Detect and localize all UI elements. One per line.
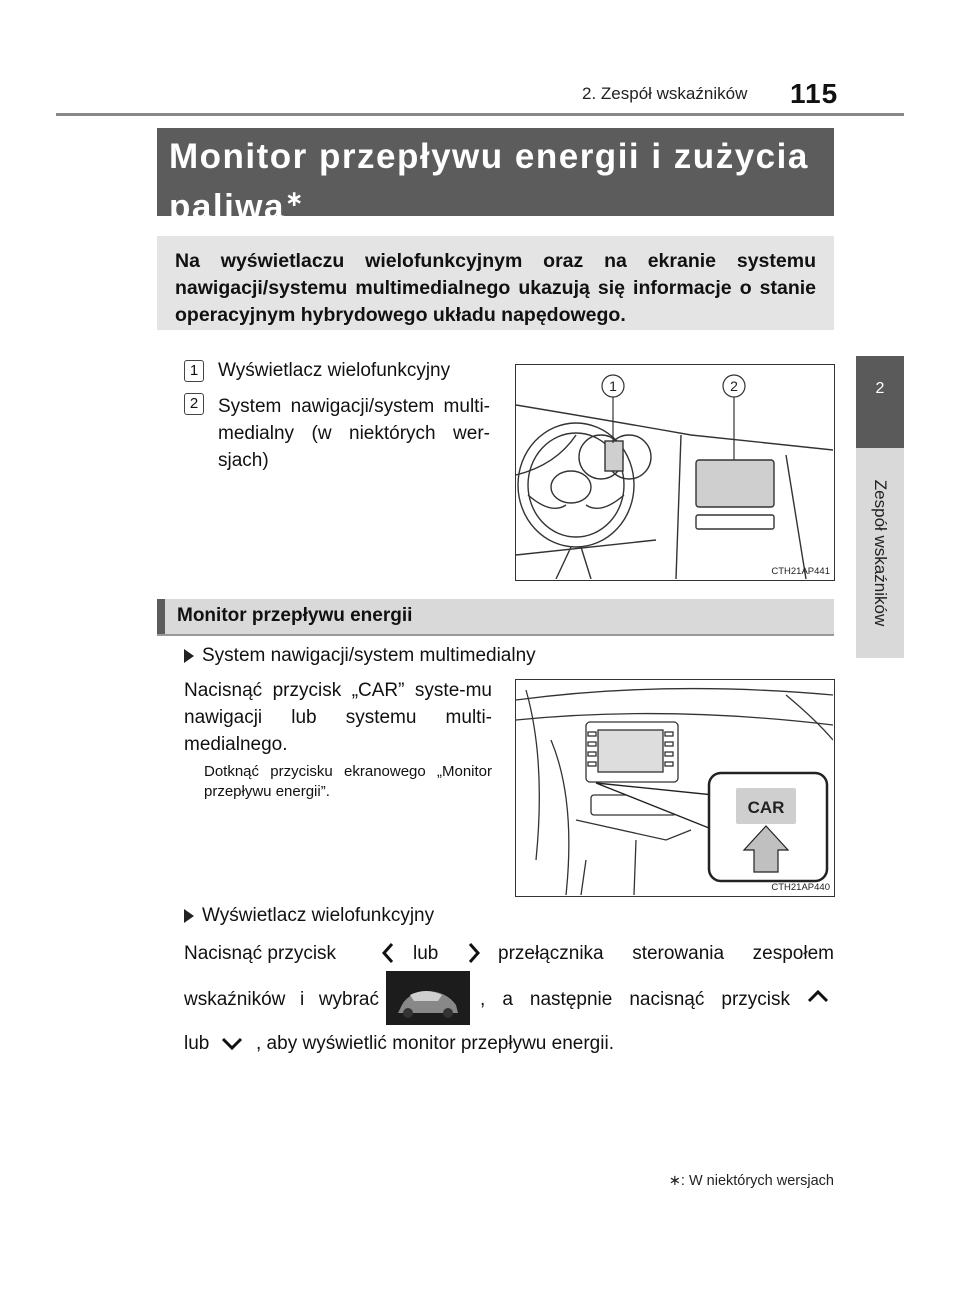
chevron-left-icon	[380, 941, 396, 971]
figure-code: CTH21AP441	[771, 566, 830, 577]
text-segment: Nacisnąć przycisk	[184, 943, 337, 964]
bullet-text: Wyświetlacz wielofunkcyjny	[202, 905, 435, 926]
text-segment: lub	[413, 943, 439, 964]
running-header-section: 2. Zespół wskaźników	[582, 84, 748, 103]
section-heading: Monitor przepływu energii	[157, 599, 834, 635]
instruction-paragraph: Nacisnąć przycisk „CAR” syste-mu nawigacji lub systemu multi-medialnego.	[184, 680, 492, 755]
chapter-tab-label: Zespół wskaźników	[871, 479, 890, 627]
item-text: Wyświetlacz wielofunkcyjny	[218, 360, 451, 381]
text-segment: przełącznika sterowania zespołem	[498, 943, 834, 964]
header-rule	[56, 113, 904, 116]
page-title-line1: Monitor przepływu energii i zużycia	[169, 137, 809, 176]
title-box	[157, 128, 834, 227]
bullet-arrow-icon	[184, 909, 194, 923]
intro-box: Na wyświetlaczu wielofunkcyjnym oraz na ekranie systemu nawigacji/systemu multimedialnego ukazują się informacje o stanie operacyjnym hybrydowego układu napędowego.	[157, 236, 834, 330]
page-title-line2: paliwa	[169, 187, 285, 227]
footnote-mark: ∗	[668, 1173, 681, 1189]
car-button-label: CAR	[747, 798, 785, 817]
item-number-badge: 1	[184, 360, 204, 382]
text-segment: lub	[184, 1033, 210, 1054]
console-drawing	[516, 680, 833, 895]
bullet-arrow-icon	[184, 649, 194, 663]
chevron-right-icon	[466, 941, 482, 971]
text-segment: , a następnie nacisnąć przycisk	[480, 989, 790, 1010]
bullet-mfd	[184, 905, 434, 927]
page-title	[169, 136, 822, 229]
chevron-down-icon	[220, 1033, 244, 1059]
page-number: 115	[790, 78, 839, 109]
sub-instruction-paragraph: Dotknąć przycisku ekranowego „Monitor przepływu energii”.	[204, 763, 492, 800]
footnote-text: : W niektórych wersjach	[680, 1173, 834, 1189]
bullet-nav-system	[184, 645, 536, 667]
dashboard-drawing	[516, 365, 833, 579]
chapter-tab-number: 2	[875, 380, 885, 397]
section-heading-rule	[157, 634, 834, 636]
callout-1-label: 1	[609, 378, 617, 394]
figure-code: CTH21AP440	[771, 882, 830, 893]
car-menu-icon	[386, 971, 470, 1031]
callout-2-label: 2	[730, 378, 738, 394]
chapter-tab	[856, 356, 904, 448]
title-footnote-mark: ∗	[284, 186, 305, 211]
bullet-text: System nawigacji/system multimedialny	[202, 645, 536, 666]
text-segment: wskaźników i wybrać	[184, 989, 379, 1010]
item-number-badge: 2	[184, 393, 204, 415]
car-button-illustration	[515, 679, 835, 897]
footnote	[669, 1173, 834, 1189]
chevron-up-icon	[806, 987, 830, 1013]
dashboard-illustration	[515, 364, 835, 581]
item-text: System nawigacji/system multi-medialny (w niektórych wer-sjach)	[218, 396, 490, 471]
text-segment: , aby wyświetlić monitor przepływu energii.	[256, 1033, 614, 1054]
